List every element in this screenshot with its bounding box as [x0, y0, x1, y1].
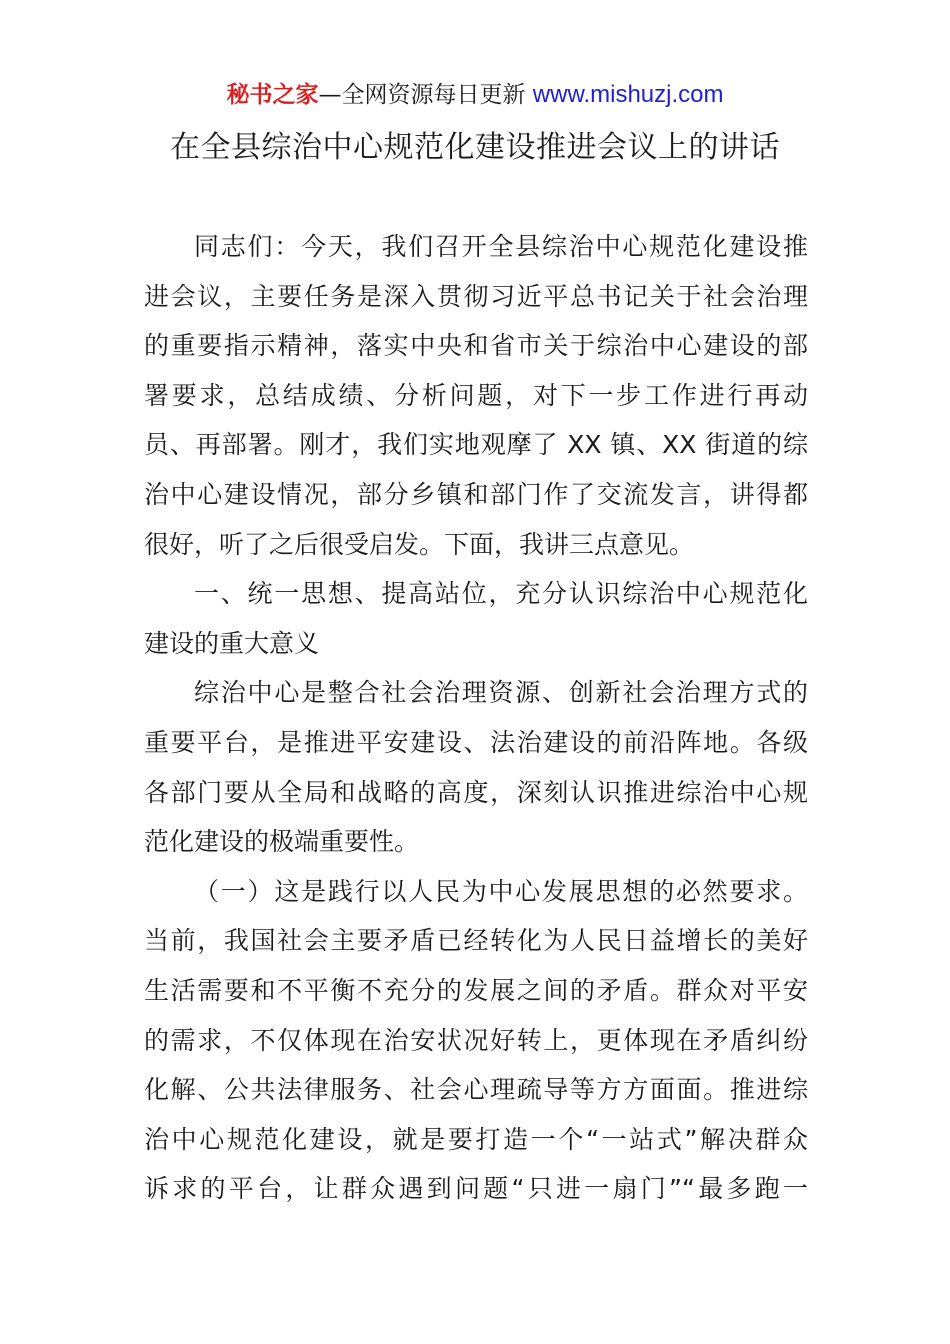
paragraph-line: 同志们：今天，我们召开全县综治中心规范化建设推 — [194, 232, 808, 261]
paragraph-line: （一）这是践行以人民为中心发展思想的必然要求。 — [194, 876, 808, 906]
paragraph-line: 治中心建设情况，部分乡镇和部门作了交流发言，讲得都 — [144, 479, 808, 509]
document-body — [144, 222, 808, 1214]
paragraph-line: 很好，听了之后很受启发。下面，我讲三点意见。 — [144, 529, 695, 559]
document-title: 在全县综治中心规范化建设推进会议上的讲话 — [170, 130, 780, 165]
paragraph-line: 署要求，总结成绩、分析问题，对下一步工作进行再动 — [144, 380, 808, 410]
paragraph-line: 诉求的平台，让群众遇到问题“只进一扇门”“最多跑一 — [144, 1174, 808, 1204]
paragraph-line: 进会议，主要任务是深入贯彻习近平总书记关于社会治理 — [144, 281, 808, 311]
paragraph-line: 重要平台，是推进平安建设、法治建设的前沿阵地。各级 — [144, 727, 808, 757]
paragraph-line: 化解、公共法律服务、社会心理疏导等方方面面。推进综 — [144, 1075, 808, 1105]
paragraph-line: 生活需要和不平衡不充分的发展之间的矛盾。群众对平安 — [144, 975, 808, 1005]
paragraph-line: 各部门要从全局和战略的高度，深刻认识推进综治中心规 — [144, 777, 808, 807]
paragraph-line: 治中心规范化建设，就是要打造一个“一站式”解决群众 — [144, 1124, 808, 1154]
paragraph-line: 的重要指示精神，落实中央和省市关于综治中心建设的部 — [144, 331, 808, 361]
site-header — [0, 78, 950, 112]
site-tagline: —全网资源每日更新 — [318, 82, 533, 108]
section-heading-line: 一、统一思想、提高站位，充分认识综治中心规范化 — [194, 579, 808, 609]
site-brand: 秘书之家 — [226, 82, 319, 108]
paragraph-line: 员、再部署。刚才，我们实地观摩了 XX 镇、XX 街道的综 — [144, 430, 808, 460]
paragraph-line: 范化建设的极端重要性。 — [144, 827, 420, 857]
section-heading-line: 建设的重大意义 — [144, 628, 320, 658]
site-url-link[interactable]: www.mishuzj.com — [532, 81, 724, 108]
paragraph-line: 当前，我国社会主要矛盾已经转化为人民日益增长的美好 — [144, 926, 808, 956]
paragraph-line: 综治中心是整合社会治理资源、创新社会治理方式的 — [194, 678, 808, 708]
paragraph-line: 的需求，不仅体现在治安状况好转上，更体现在矛盾纠纷 — [144, 1025, 808, 1055]
